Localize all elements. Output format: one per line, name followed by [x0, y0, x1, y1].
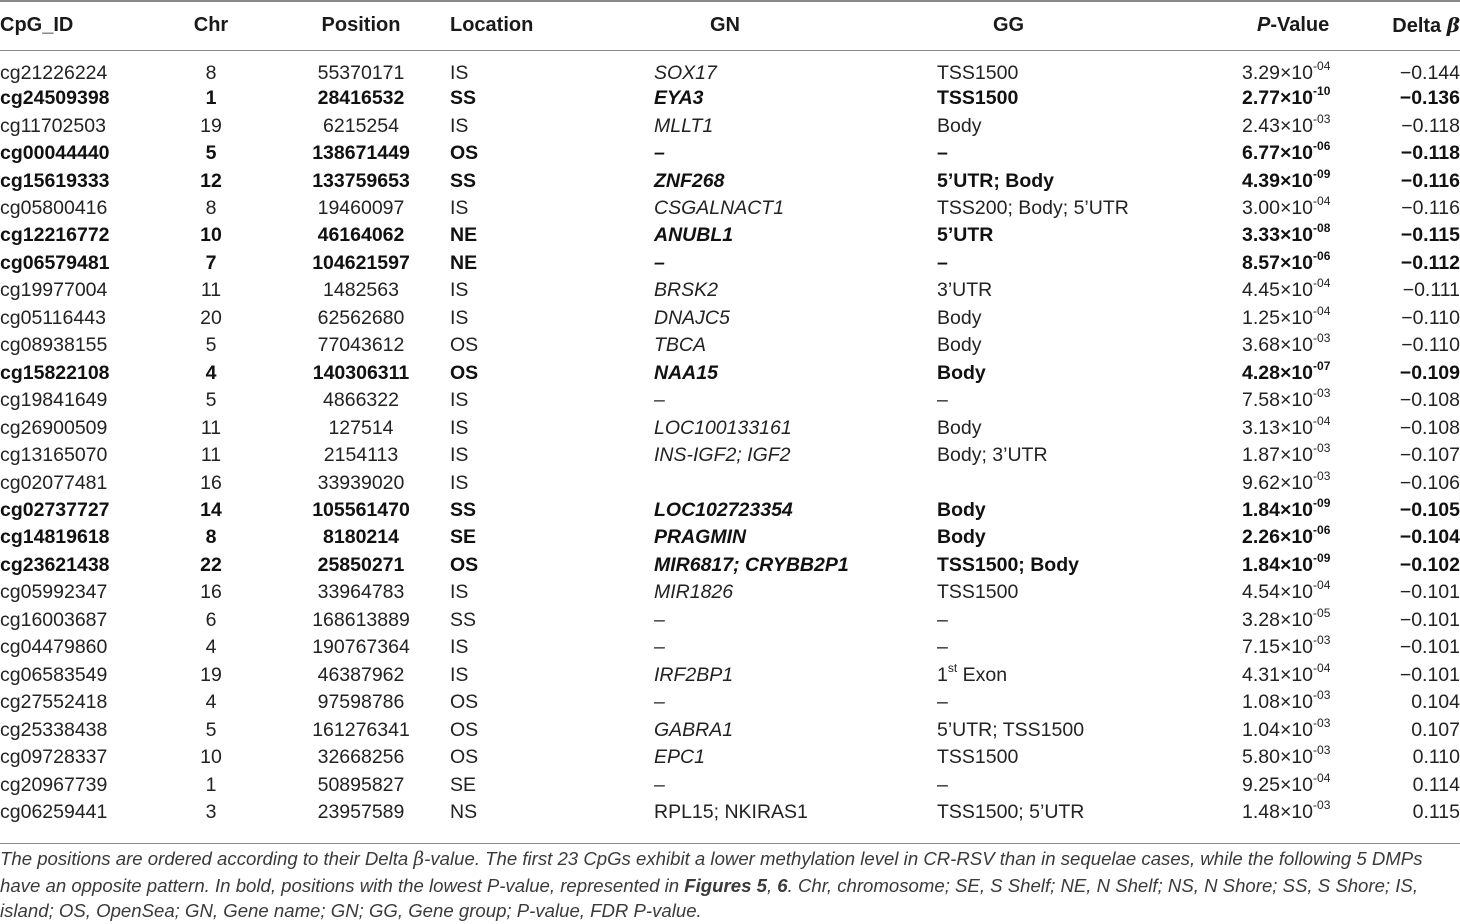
header-row: [0, 0, 1460, 51]
cell-p-value: $2.77\times 10^{-10}$: [1242, 84, 1331, 110]
table-row: [0, 277, 1460, 304]
cell-gene-name: ZNF268: [654, 169, 725, 192]
cell-delta-beta: −0.108: [1399, 416, 1460, 439]
cell-location: IS: [450, 62, 469, 84]
cell-position: 46164062: [317, 224, 405, 247]
cell-cpg-id: cg24509398: [0, 87, 110, 110]
cell-cpg-id: cg11702503: [0, 114, 106, 137]
cell-p-value: $7.15\times 10^{-03}$: [1242, 633, 1331, 659]
cell-gene-name: [613, 469, 898, 496]
table-row: [0, 552, 1460, 579]
cell-delta-beta: −0.115: [1400, 224, 1460, 247]
cell-cpg-id: cg05116443: [0, 306, 106, 329]
cell-delta-beta: −0.116: [1401, 197, 1460, 220]
cell-chr: 22: [200, 553, 222, 576]
cell-gene-name: MLLT1: [654, 114, 714, 137]
cell-chr: 19: [200, 114, 222, 137]
table-row: [0, 662, 1460, 689]
cell-location: SE: [450, 526, 477, 549]
header-chr: Chr: [193, 14, 229, 36]
cell-delta-beta: −0.110: [1401, 306, 1460, 329]
cell-gene-group: –: [937, 636, 948, 659]
cell-chr: 12: [200, 169, 222, 192]
cell-gene-group: Body: [937, 361, 986, 384]
cell-chr: 10: [200, 746, 222, 769]
cell-position: 6215254: [323, 114, 399, 137]
table-row: [0, 442, 1460, 469]
table-row: [0, 414, 1460, 441]
table-row: [0, 634, 1460, 661]
cell-gene-group: Body: [937, 499, 986, 522]
cell-p-value: $9.25\times 10^{-04}$: [1242, 770, 1331, 796]
cell-cpg-id: cg04479860: [0, 636, 108, 659]
cell-gene-name: INS-IGF2; IGF2: [654, 444, 791, 467]
cell-delta-beta: 0.110: [1412, 746, 1460, 769]
cell-gene-name: –: [654, 691, 665, 714]
table-row: [0, 140, 1460, 167]
cell-gene-group: –: [937, 142, 948, 165]
cell-position: 127514: [328, 416, 394, 439]
cell-delta-beta: 0.107: [1411, 718, 1460, 741]
cell-position: 168613889: [312, 608, 410, 631]
cell-chr: 8: [205, 197, 217, 220]
table-row: [0, 579, 1460, 606]
header-cpg-id: CpG_ID: [0, 14, 74, 36]
cell-position: 161276341: [312, 718, 410, 741]
cell-position: 1482563: [323, 279, 399, 302]
cell-p-value: $6.77\times 10^{-06}$: [1242, 139, 1331, 165]
cell-cpg-id: cg09728337: [0, 746, 108, 769]
cell-gene-group: TSS1500: [937, 581, 1019, 604]
cell-p-value: $3.13\times 10^{-04}$: [1242, 413, 1331, 439]
cell-p-value: $1.25\times 10^{-04}$: [1242, 303, 1331, 329]
cell-delta-beta: −0.110: [1401, 334, 1460, 357]
cell-gene-group: Body: [937, 306, 982, 329]
cell-position: 190767364: [312, 636, 410, 659]
cell-p-value: $4.31\times 10^{-04}$: [1242, 660, 1331, 686]
table-body: [0, 51, 1460, 826]
header-position: Position: [321, 14, 401, 36]
cell-gene-group: [898, 469, 1183, 496]
cell-position: 33964783: [317, 581, 405, 604]
cell-position: 50895827: [317, 773, 405, 796]
cell-delta-beta: −0.101: [1399, 636, 1460, 659]
header-location: Location: [450, 14, 534, 36]
cell-cpg-id: cg13165070: [0, 444, 108, 467]
cell-delta-beta: −0.101: [1399, 581, 1460, 604]
cell-p-value: $8.57\times 10^{-06}$: [1242, 248, 1331, 274]
table-row: [0, 332, 1460, 359]
cell-cpg-id: cg12216772: [0, 224, 110, 247]
cell-location: OS: [450, 334, 479, 357]
table-row: [0, 250, 1460, 277]
cell-gene-name: NAA15: [654, 361, 718, 384]
cell-cpg-id: cg06583549: [0, 663, 108, 686]
cell-gene-name: GABRA1: [654, 718, 734, 741]
cell-cpg-id: cg00044440: [0, 142, 110, 165]
cell-location: IS: [450, 306, 469, 329]
cell-p-value: $7.58\times 10^{-03}$: [1242, 386, 1331, 412]
cell-chr: 4: [205, 361, 217, 384]
cell-location: IS: [450, 444, 469, 467]
cell-position: 32668256: [317, 746, 405, 769]
cell-gene-group: Body: [937, 416, 982, 439]
cell-cpg-id: cg14819618: [0, 526, 110, 549]
cell-location: SS: [450, 608, 477, 631]
cell-gene-name: –: [654, 142, 665, 165]
cell-location: IS: [450, 389, 469, 412]
cell-gene-group: 5’UTR; Body: [937, 169, 1054, 192]
cell-gene-name: EPC1: [654, 746, 705, 769]
table-row: [0, 51, 1460, 85]
cell-gene-name: BRSK2: [654, 279, 718, 302]
cell-cpg-id: cg15619333: [0, 169, 110, 192]
table-row: [0, 716, 1460, 743]
cell-p-value: $4.54\times 10^{-04}$: [1242, 578, 1331, 604]
figure-reference-2: 6: [777, 874, 788, 896]
table-row: [0, 799, 1460, 826]
cell-chr: 14: [200, 499, 222, 522]
cell-gene-group: TSS200; Body; 5’UTR: [937, 197, 1129, 220]
cell-p-value: $3.00\times 10^{-04}$: [1242, 194, 1331, 220]
cell-cpg-id: cg21226224: [0, 62, 108, 84]
cell-position: 8180214: [323, 526, 399, 549]
cell-delta-beta: −0.105: [1399, 499, 1460, 522]
cell-p-value: $1.04\times 10^{-03}$: [1242, 715, 1331, 741]
cell-gene-name: ANUBL1: [654, 224, 734, 247]
cell-p-value: $4.45\times 10^{-04}$: [1242, 276, 1331, 302]
cell-p-value: $1.08\times 10^{-03}$: [1242, 688, 1331, 714]
cell-chr: 11: [200, 416, 222, 439]
cell-delta-beta: −0.108: [1399, 389, 1460, 412]
cell-gene-group: Body: [937, 526, 986, 549]
cell-location: NE: [450, 224, 478, 247]
cell-chr: 7: [205, 251, 217, 274]
cell-cpg-id: cg06579481: [0, 251, 110, 274]
table-row: [0, 360, 1460, 387]
cell-cpg-id: cg25338438: [0, 718, 108, 741]
cell-cpg-id: cg20967739: [0, 773, 108, 796]
cell-location: IS: [450, 581, 469, 604]
cell-gene-name: SOX17: [654, 62, 717, 84]
cell-gene-name: IRF2BP1: [654, 663, 734, 686]
cell-gene-group: Body: [937, 334, 982, 357]
cell-position: 19460097: [317, 197, 405, 220]
cell-p-value: $1.84\times 10^{-09}$: [1242, 496, 1331, 522]
cell-cpg-id: cg26900509: [0, 416, 108, 439]
cell-chr: 1: [205, 87, 217, 110]
cell-gene-name: MIR6817; CRYBB2P1: [654, 553, 849, 576]
cell-cpg-id: cg19841649: [0, 389, 108, 412]
cell-chr: 20: [200, 306, 222, 329]
cell-location: OS: [450, 746, 479, 769]
cell-gene-group: Body; 3’UTR: [937, 444, 1048, 467]
figure-reference: Figures 5: [684, 874, 767, 896]
cell-gene-group: –: [937, 773, 948, 796]
cell-cpg-id: cg19977004: [0, 279, 108, 302]
table-row: [0, 305, 1460, 332]
cell-delta-beta: −0.101: [1399, 663, 1460, 686]
cell-gene-name: DNAJC5: [654, 306, 730, 329]
cell-location: OS: [450, 691, 479, 714]
cell-gene-name: –: [654, 636, 665, 659]
header-delta-beta: Delta β: [1392, 13, 1460, 37]
cell-gene-group: –: [937, 691, 948, 714]
cell-p-value: $1.48\times 10^{-03}$: [1242, 798, 1331, 823]
header-p-value: P-Value: [1257, 14, 1330, 36]
table-row: [0, 222, 1460, 249]
cell-position: 4866322: [323, 389, 399, 412]
header-gg: GG: [993, 14, 1025, 36]
cell-p-value: $2.43\times 10^{-03}$: [1242, 111, 1331, 137]
cell-gene-group: –: [937, 251, 948, 274]
cell-delta-beta: −0.106: [1399, 471, 1460, 494]
table-row: [0, 195, 1460, 222]
cell-location: IS: [450, 279, 469, 302]
cell-delta-beta: −0.107: [1399, 444, 1460, 467]
cell-gene-group: –: [937, 389, 948, 412]
cell-chr: 10: [200, 224, 222, 247]
cell-chr: 5: [205, 389, 217, 412]
cell-location: IS: [450, 197, 469, 220]
cell-gene-group: TSS1500: [937, 87, 1019, 110]
cell-location: IS: [450, 471, 469, 494]
cell-location: OS: [450, 718, 479, 741]
cell-gene-name: RPL15; NKIRAS1: [654, 801, 808, 823]
cell-position: 62562680: [317, 306, 405, 329]
table-footnote: The positions are ordered according to their Delta β-value. The first 23 CpGs exhibit a lower methylation level in CR-RSV than in sequelae cases, while the following 5 DMPs have an opposite pattern. In bold, positions with the lowest P-value, represented in Figures 5, 6. Chr, chromosome; SE, S Shelf; NE, N Shelf; NS, N Shore; SS, S Shore; IS, island; OS, OpenSea; GN, Gene name; GN; GG, Gene group; P-value, FDR P-value.: [0, 848, 1423, 921]
cell-gene-name: –: [654, 251, 665, 274]
cell-location: IS: [450, 663, 469, 686]
cell-chr: 6: [205, 608, 217, 631]
cell-cpg-id: cg23621438: [0, 553, 110, 576]
cell-delta-beta: −0.136: [1399, 87, 1460, 110]
cell-location: IS: [450, 416, 469, 439]
table-row: [0, 771, 1460, 798]
cell-p-value: $3.28\times 10^{-05}$: [1242, 605, 1331, 631]
table-row: [0, 689, 1460, 716]
table-row: [0, 469, 1460, 496]
cell-chr: 5: [205, 142, 217, 165]
cell-gene-group: –: [937, 608, 948, 631]
cell-gene-name: CSGALNACT1: [654, 197, 785, 220]
cell-chr: 5: [205, 334, 217, 357]
cell-cpg-id: cg05800416: [0, 197, 108, 220]
cell-delta-beta: −0.101: [1399, 608, 1460, 631]
cell-cpg-id: cg16003687: [0, 608, 108, 631]
cell-cpg-id: cg02077481: [0, 471, 108, 494]
cell-location: SS: [450, 499, 477, 522]
cell-chr: 16: [200, 581, 222, 604]
cell-cpg-id: cg08938155: [0, 334, 108, 357]
cell-p-value: $9.62\times 10^{-03}$: [1242, 468, 1331, 494]
cell-gene-name: LOC100133161: [654, 416, 792, 439]
cell-delta-beta: 0.115: [1412, 801, 1460, 823]
cell-gene-group: TSS1500: [937, 746, 1019, 769]
cell-gene-group: TSS1500; 5’UTR: [937, 801, 1085, 823]
table-row: [0, 387, 1460, 414]
cell-gene-group: 3’UTR: [937, 279, 993, 302]
cell-gene-name: –: [654, 608, 665, 631]
cell-gene-group: TSS1500; Body: [937, 553, 1079, 576]
cell-gene-group: 1st Exon: [937, 660, 1008, 686]
cell-position: 2154113: [323, 444, 399, 467]
cell-location: SS: [450, 87, 477, 110]
cell-delta-beta: −0.111: [1402, 279, 1460, 302]
table-row: [0, 167, 1460, 194]
cell-chr: 16: [200, 471, 222, 494]
cell-cpg-id: cg05992347: [0, 581, 108, 604]
cell-position: 33939020: [317, 471, 405, 494]
table-row: [0, 744, 1460, 771]
cell-cpg-id: cg02737727: [0, 499, 110, 522]
cell-gene-name: PRAGMIN: [654, 526, 747, 549]
cell-delta-beta: −0.118: [1400, 142, 1460, 165]
cell-gene-group: 5’UTR: [937, 224, 994, 247]
cell-delta-beta: −0.118: [1401, 114, 1460, 137]
cell-location: SS: [450, 169, 477, 192]
cell-delta-beta: −0.109: [1399, 361, 1460, 384]
cell-delta-beta: −0.112: [1400, 251, 1460, 274]
cell-location: SE: [450, 773, 477, 796]
table-row: [0, 112, 1460, 139]
cell-position: 25850271: [317, 553, 405, 576]
cell-p-value: $3.29\times 10^{-04}$: [1242, 59, 1331, 84]
cell-location: OS: [450, 142, 479, 165]
cell-p-value: $4.39\times 10^{-09}$: [1242, 166, 1331, 192]
header-gn: GN: [710, 14, 740, 36]
cell-gene-name: –: [654, 773, 665, 796]
cell-position: 138671449: [312, 142, 410, 165]
cell-gene-name: LOC102723354: [654, 499, 793, 522]
cell-cpg-id: cg27552418: [0, 691, 108, 714]
cell-p-value: $3.33\times 10^{-08}$: [1242, 221, 1331, 247]
cell-chr: 11: [200, 444, 222, 467]
cell-delta-beta: −0.102: [1399, 553, 1460, 576]
table-row: [0, 85, 1460, 112]
cell-p-value: $2.26\times 10^{-06}$: [1242, 523, 1331, 549]
cell-delta-beta: −0.104: [1399, 526, 1460, 549]
cell-chr: 1: [205, 773, 217, 796]
cell-position: 105561470: [312, 499, 410, 522]
cell-gene-name: –: [654, 389, 665, 412]
cell-chr: 11: [200, 279, 222, 302]
cell-position: 28416532: [317, 87, 405, 110]
cell-p-value: $4.28\times 10^{-07}$: [1242, 358, 1331, 384]
cell-location: NS: [450, 801, 478, 823]
cell-location: OS: [450, 361, 479, 384]
cell-gene-group: TSS1500: [937, 62, 1019, 84]
cell-position: 46387962: [317, 663, 405, 686]
cell-position: 55370171: [317, 62, 405, 84]
cell-chr: 3: [205, 801, 217, 823]
cell-delta-beta: 0.104: [1411, 691, 1460, 714]
cell-position: 133759653: [312, 169, 410, 192]
cell-chr: 4: [205, 691, 217, 714]
cell-chr: 8: [205, 526, 217, 549]
cell-gene-name: MIR1826: [654, 581, 734, 604]
cell-gene-group: 5’UTR; TSS1500: [937, 718, 1085, 741]
cell-position: 97598786: [317, 691, 405, 714]
cell-location: NE: [450, 251, 478, 274]
cell-delta-beta: 0.114: [1412, 773, 1460, 796]
cell-cpg-id: cg06259441: [0, 801, 108, 823]
cell-position: 140306311: [312, 361, 410, 384]
table-row: [0, 524, 1460, 551]
cell-gene-group: Body: [937, 114, 982, 137]
cell-location: IS: [450, 636, 469, 659]
bottom-rule: [0, 843, 1460, 844]
cell-location: IS: [450, 114, 469, 137]
cell-cpg-id: cg15822108: [0, 361, 110, 384]
cell-chr: 5: [205, 718, 217, 741]
table-row: [0, 607, 1460, 634]
cell-p-value: $5.80\times 10^{-03}$: [1242, 743, 1331, 769]
cell-chr: 8: [205, 62, 217, 84]
cell-position: 23957589: [317, 801, 405, 823]
cell-p-value: $1.84\times 10^{-09}$: [1242, 550, 1331, 576]
cell-chr: 4: [205, 636, 217, 659]
table-row: [0, 497, 1460, 524]
cell-p-value: $1.87\times 10^{-03}$: [1242, 441, 1331, 467]
cell-chr: 19: [200, 663, 222, 686]
cell-position: 77043612: [317, 334, 405, 357]
cell-position: 104621597: [312, 251, 410, 274]
cell-location: OS: [450, 553, 479, 576]
cell-delta-beta: −0.144: [1399, 62, 1460, 84]
cell-p-value: $3.68\times 10^{-03}$: [1242, 331, 1331, 357]
cell-gene-name: EYA3: [654, 87, 704, 110]
cell-gene-name: TBCA: [654, 334, 707, 357]
cell-delta-beta: −0.116: [1400, 169, 1460, 192]
